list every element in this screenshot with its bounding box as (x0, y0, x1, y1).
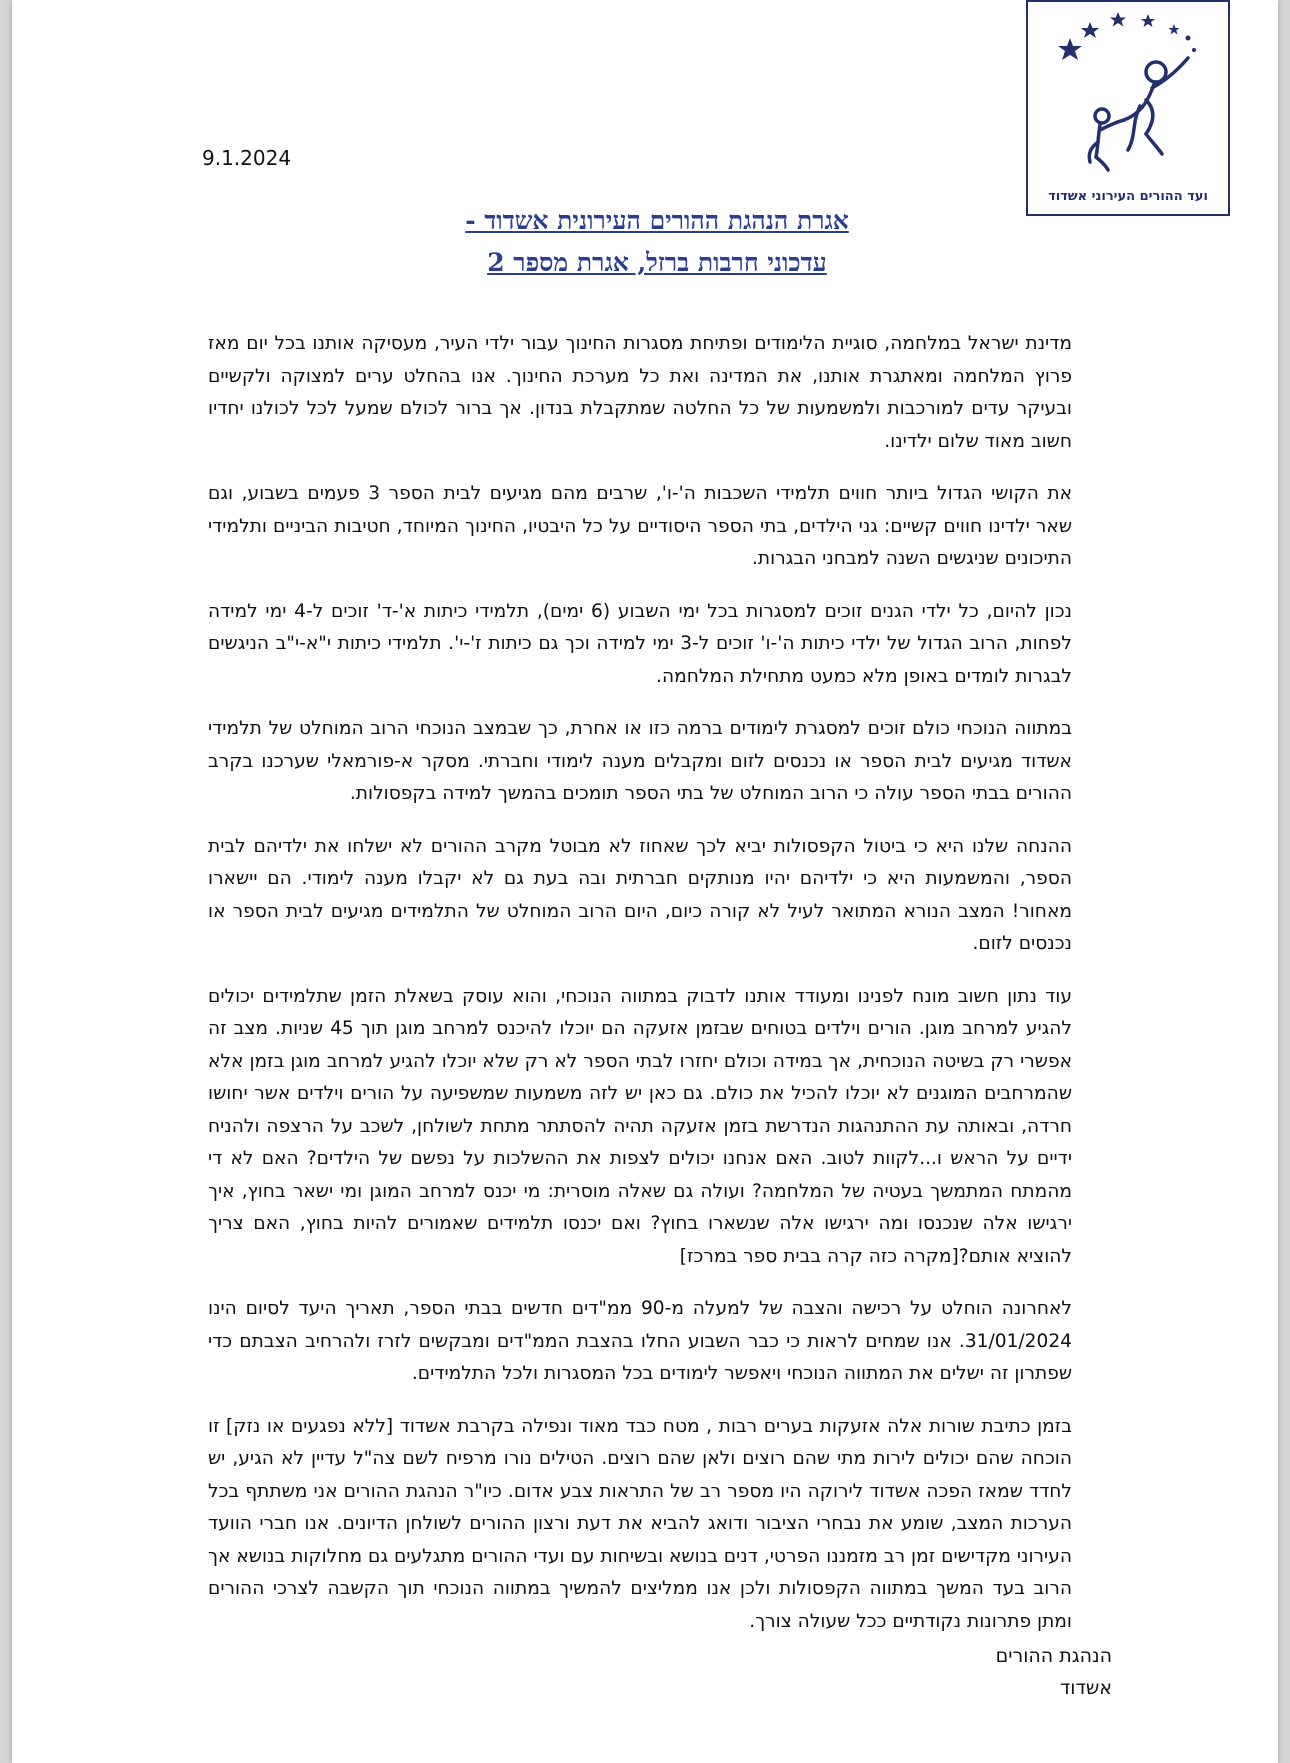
body-paragraph: בזמן כתיבת שורות אלה אזעקות בערים רבות , מטח כבד מאוד ונפילה בקרבת אשדוד [ללא נפגעים או נזק] זו הוכחה שהם יכולים לירות מתי שהם רוצים ולאן שהם רוצים. הטילים נורו מרפיח לשם צה"ל עדיין לא הגיע, יש לחדד שמאז הפכה אשדוד לירוקה היו מספר רב של התראות צבע אדום. כיו"ר הנהגת ההורים אני משתתף בכל הערכות המצב, שומע את נבחרי הציבור ודואג להביא את דעת ורצון ההורים לשולחן הדיונים. אנו חברי הוועד העירוני מקדישים זמן רב מזמננו הפרטי, דנים בנושא ובשיחות עם ועדי ההורים מתגלעים גם מחלוקות בנושא אך הרוב בעד המשך במתווה הקפסולות ולכן אנו ממליצים להמשיך במתווה הנוכחי תוך הקשבה לצרכי ההורים ומתן פתרונות נקודתיים ככל שעולה צורך. (208, 1415, 1072, 1632)
star-icon (1169, 24, 1180, 35)
star-icon (1141, 14, 1155, 27)
letter-date: 9.1.2024 (202, 146, 292, 170)
star-icon (1058, 38, 1082, 60)
star-icon (1081, 22, 1099, 38)
body-paragraph: מדינת ישראל במלחמה, סוגיית הלימודים ופתיחת מסגרות החינוך עבור ילדי העיר, מעסיקה אותנו בכל יום מאז פרוץ המלחמה ומאתגרת אותנו, את המדינה ואת כל מערכת החינוך. אנו בהחלט ערים למצוקה ולקשיים ובעיקר עדים למורכבות ולמשמעות של כל החלטה שמתקבלת בנדון. אך ברור לכולם שמעל לכל לכולנו יחדיו חשוב מאוד שלום ילדינו. (208, 333, 1072, 452)
body-paragraph: עוד נתון חשוב מונח לפנינו ומעודד אותנו לדבוק במתווה הנוכחי, והוא עוסק בשאלת הזמן שתלמידים יכולים להגיע למרחב מוגן. הורים וילדים בטוחים שבזמן אזעקה הם יוכלו להיכנס למרחב מוגן תוך 45 שניות. מצב זה אפשרי רק בשיטה הנוכחית, אך במידה וכולם יחזרו לבתי הספר לא רק שלא יוכלו להגיע למרחב מוגן בזמן אלא שהמרחבים המוגנים לא יוכלו להכיל את כולם. גם כאן יש לזה משמעות שמשפיעה על הורים וילדים אשר יחושו חרדה, ובאותה עת ההתנהגות הנדרשת בזמן אזעקה תהיה להסתתר מתחת לשולחן, לשכב על הרצפה ולהניח ידיים על הראש ו...לקוות לטוב. האם אנחנו יכולים לצפות את ההשלכות על נפשם של הילדים? האם לא די מהמתח המתמשך בעטיה של המלחמה? ועולה גם שאלה מוסרית: מי יכנס למרחב המוגן ומי ישאר בחוץ, איך ירגישו אלה שנכנסו ומה ירגישו אלה שנשארו בחוץ? ואם יכנסו תלמידים שאמורים להיות בחוץ, האם צריך להוציא אותם?[מקרה כזה קרה בבית ספר במרכז] (208, 985, 1072, 1267)
parents-committee-logo (1026, 0, 1230, 216)
letter-subtitle: עדכוני חרבות ברזל, אגרת מספר 2 (487, 248, 827, 277)
body-paragraph: ההנחה שלנו היא כי ביטול הקפסולות יביא לכך שאחוז לא מבוטל מקרב ההורים לא ישלחו את ילדיהם לבית הספר, והמשמעות היא כי ילדיהם יהיו מנותקים חברתית ובה בעת גם לא יקבלו מענה לימודי. הם יישארו מאחור! המצב הנורא המתואר לעיל לא קורה כיום, היום הרוב המוחלט של התלמידים מגיעים לבית הספר או נכנסים לזום. (208, 835, 1072, 954)
body-paragraph: במתווה הנוכחי כולם זוכים למסגרת לימודים ברמה כזו או אחרת, כך שבמצב הנוכחי הרוב המוחלט של תלמידי אשדוד מגיעים לבית הספר או נכנסים לזום ומקבלים מענה לימודי וחברתי. מסקר א-פורמאלי שערכנו בקרב ההורים בבתי הספר עולה כי הרוב המוחלט של בתי הספר תומכים בהמשך למידה בקפסולות. (208, 718, 1072, 804)
body-paragraph: לאחרונה הוחלט על רכישה והצבה של למעלה מ-90 ממ"דים חדשים בבתי הספר, תאריך היעד לסיום הינו 31/01/2024. אנו שמחים לראות כי כבר השבוע החלו בהצבת הממ"דים ומבקשים לזרז ולהרחיב הצבתם כדי שפתרון זה ישלים את המתווה הנוכחי ויאפשר לימודים בכל המסגרות ולכל התלמידים. (208, 1298, 1072, 1384)
signature-line: הנהגת ההורים (995, 1645, 1112, 1667)
body-paragraph: את הקושי הגדול ביותר חווים תלמידי השכבות ה'-ו', שרבים מהם מגיעים לבית הספר 3 פעמים בשבוע, וגם שאר ילדינו חווים קשיים: גני הילדים, בתי הספר היסודיים על כל היבטיו, החינוך המיוחד, חטיבות הביניים ותלמידי התיכונים שניגשים השנה למבחני הבגרות. (208, 483, 1073, 569)
logo-caption: ועד ההורים העירוני אשדוד (1048, 189, 1208, 204)
letter-title: אגרת הנהגת ההורים העירונית אשדוד - (465, 206, 849, 235)
signature-block (812, 1640, 1112, 1704)
letter-page (12, 0, 1278, 1763)
dot-icon (1192, 48, 1196, 52)
signature-line: אשדוד (1059, 1677, 1112, 1699)
letter-body (208, 328, 1072, 1658)
body-paragraph: נכון להיום, כל ילדי הגנים זוכים למסגרות בכל ימי השבוע (6 ימים), תלמידי כיתות א'-ד' זוכים ל-4 ימי למידה לפחות, הרוב הגדול של ילדי כיתות ה'-ו' זוכים ל-3 ימי למידה וכך גם כיתות ז'-י'. תלמידי כיתות י"א-י"ב הניגשים לבגרות לומדים באופן מלא כמעט מתחילת המלחמה. (208, 600, 1073, 687)
star-icon (1110, 12, 1126, 27)
dot-icon (1186, 36, 1191, 41)
logo-emblem-icon (1028, 2, 1228, 214)
